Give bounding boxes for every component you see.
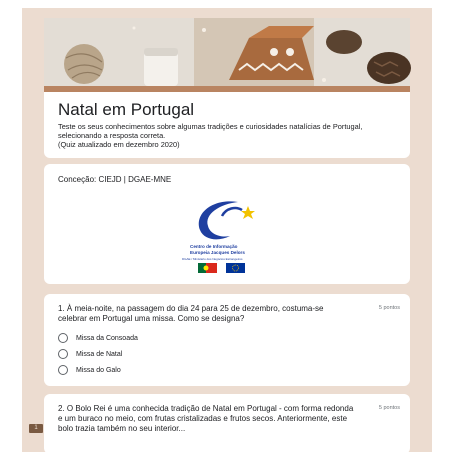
radio-icon[interactable]	[58, 349, 68, 359]
option-missa-da-consoada[interactable]	[58, 332, 138, 344]
option-missa-de-natal[interactable]	[58, 348, 122, 360]
credit-text: Conceção: CIEJD | DGAE-MNE	[58, 175, 172, 184]
question-2-points: 5 pontos	[378, 405, 400, 411]
option-label: Missa do Galo	[76, 366, 121, 374]
option-label: Missa de Natal	[76, 350, 123, 358]
christmas-decor-illustration	[44, 18, 410, 88]
option-label: Missa da Consoada	[76, 334, 138, 342]
logo-line1: Centro de Informação	[190, 244, 238, 249]
question-2-text: 2. O Bolo Rei é uma conhecida tradição de Natal em Portugal - com forma redonda e um buraco no meio, com frutas cristalizadas e frutos secos. Anteriormente, este bolo trazia também no seu interior...	[58, 404, 354, 433]
form-title-card	[44, 86, 410, 158]
radio-icon[interactable]	[58, 365, 68, 375]
header-image	[44, 18, 410, 88]
option-missa-do-galo[interactable]	[58, 364, 121, 376]
question-card-2	[44, 394, 410, 454]
question-1-text: 1. À meia-noite, na passagem do dia 24 para 25 de dezembro, costuma-se celebrar em Portugal uma missa. Como se designa?	[58, 304, 324, 323]
logo-line2: Europeia Jacques Delors	[190, 250, 245, 255]
question-1-points: 5 pontos	[378, 305, 400, 311]
question-card-1	[44, 294, 410, 386]
ciejd-logo	[182, 196, 270, 274]
logo-line3: DGAE / Ministério dos Negócios Estrangeiros	[182, 257, 243, 261]
radio-icon[interactable]	[58, 333, 68, 343]
form-description: Teste os seus conhecimentos sobre algumas tradições e curiosidades natalícias de Portugal, selecionando a resposta correta. (Quiz atualizado em dezembro 2020)	[58, 122, 363, 149]
form-title: Natal em Portugal	[58, 100, 195, 119]
page-number-badge: 1	[29, 424, 43, 433]
eu-flag-icon	[226, 263, 245, 273]
